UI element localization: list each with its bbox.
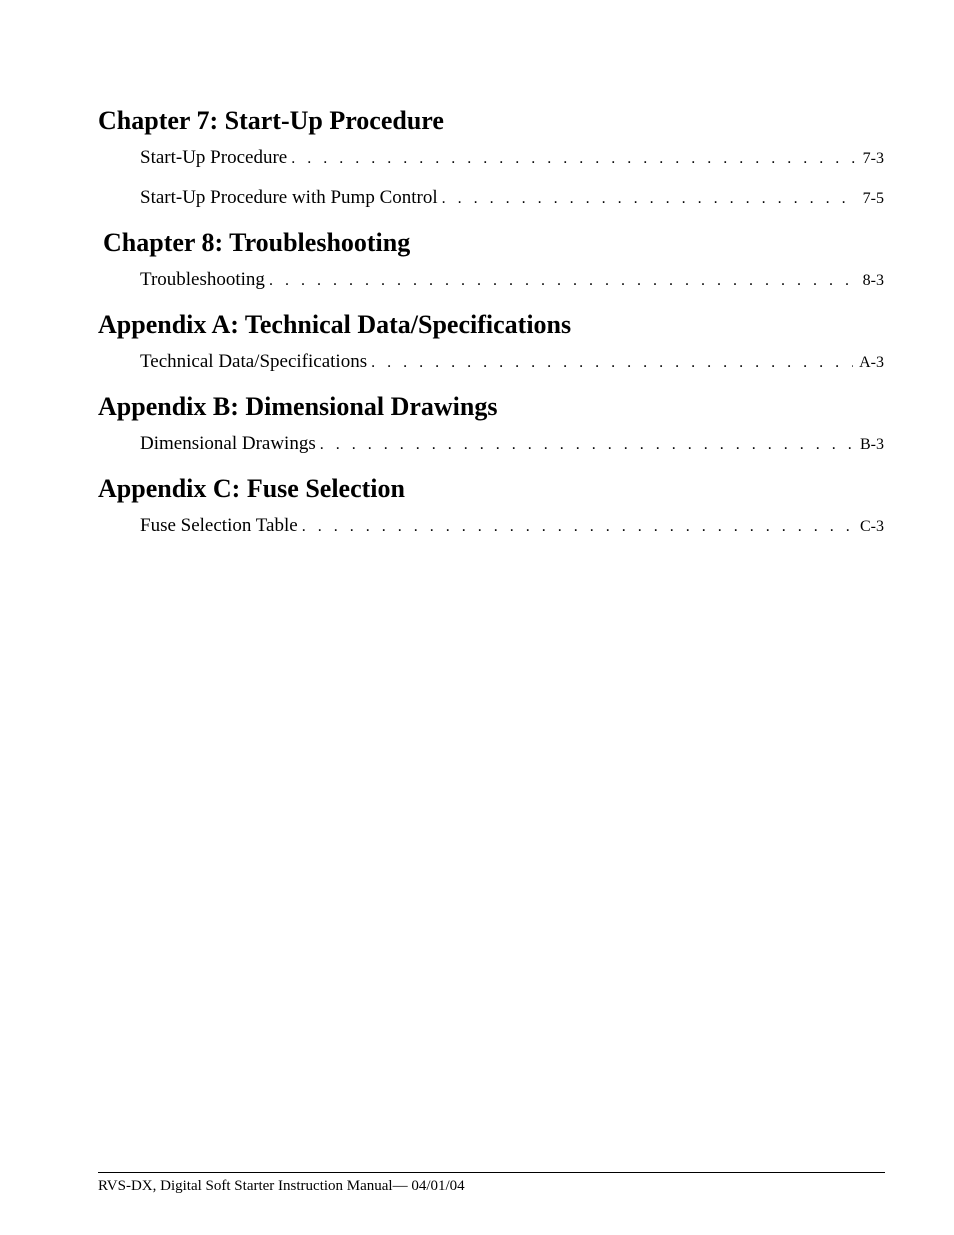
toc-entry-page: 7-5: [862, 190, 884, 207]
section-heading: Chapter 8: Troubleshooting: [103, 228, 411, 257]
toc-section-appendix-c: [98, 472, 884, 538]
toc-entry-page: B-3: [860, 436, 884, 453]
dot-leader: [291, 147, 856, 171]
toc-entry-title: Technical Data/Specifications: [140, 351, 368, 372]
toc-entry[interactable]: [140, 146, 884, 170]
section-entries: [98, 350, 884, 374]
toc-entry-title: Start-Up Procedure: [140, 147, 288, 168]
toc-section-appendix-a: [98, 308, 884, 374]
section-heading: Appendix B: Dimensional Drawings: [98, 392, 498, 421]
dot-leader: [442, 187, 857, 211]
section-heading: Appendix A: Technical Data/Specifications: [98, 310, 572, 339]
toc-section-chapter-8: [98, 226, 884, 292]
toc-entry-title: Start-Up Procedure with Pump Control: [140, 187, 438, 208]
toc-entry-page: 7-3: [862, 150, 884, 167]
section-entries: [98, 146, 884, 210]
section-entries: [98, 268, 884, 292]
section-heading: Appendix C: Fuse Selection: [98, 474, 405, 503]
page-footer: RVS-DX, Digital Soft Starter Instruction Manual— 04/01/04: [98, 1178, 465, 1194]
section-entries: [98, 432, 884, 456]
footer-divider: [98, 1172, 885, 1173]
toc-entry-page: 8-3: [862, 272, 884, 289]
dot-leader: [269, 269, 857, 293]
section-entries: [98, 514, 884, 538]
dot-leader: [302, 515, 854, 539]
toc-section-chapter-7: [98, 104, 884, 210]
toc-entry[interactable]: [140, 186, 884, 210]
toc-entry-title: Dimensional Drawings: [140, 433, 316, 454]
toc-entry[interactable]: [140, 350, 884, 374]
toc-entry[interactable]: [140, 432, 884, 456]
toc-entry[interactable]: [140, 268, 884, 292]
table-of-contents: [98, 104, 884, 554]
toc-entry-page: A-3: [859, 354, 884, 371]
toc-section-appendix-b: [98, 390, 884, 456]
dot-leader: [320, 433, 854, 457]
dot-leader: [371, 351, 853, 375]
toc-entry[interactable]: [140, 514, 884, 538]
toc-entry-page: C-3: [860, 518, 884, 535]
toc-entry-title: Troubleshooting: [140, 269, 265, 290]
section-heading: Chapter 7: Start-Up Procedure: [98, 106, 444, 135]
toc-entry-title: Fuse Selection Table: [140, 515, 298, 536]
